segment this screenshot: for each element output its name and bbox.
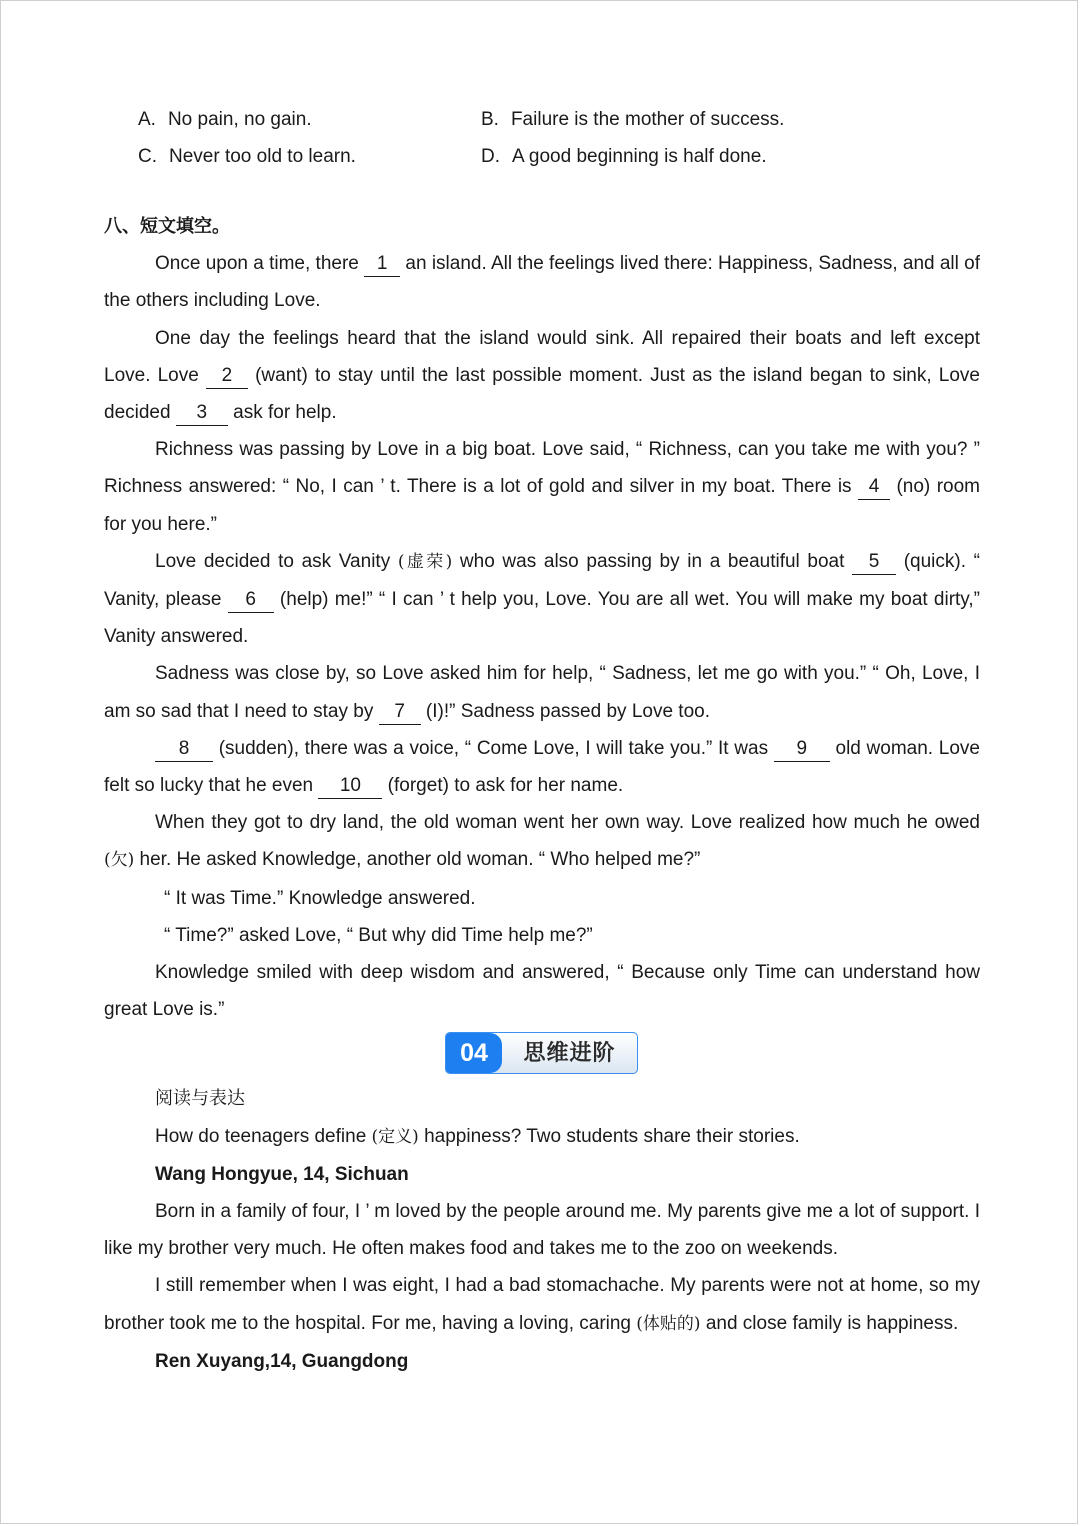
badge-label: 思维进阶 xyxy=(523,1040,616,1066)
passage-paragraph-5: Sadness was close by, so Love asked him for help, “ Sadness, let me go with you.” “ Oh, Love, I am so sad that I need to stay by 7 (I)!” Sadness passed by Love too. xyxy=(104,655,980,729)
option-d: D. A good beginning is half done. xyxy=(481,146,767,167)
section-heading: 八、短文填空。 xyxy=(104,216,230,237)
blank-8[interactable]: 8 xyxy=(155,736,213,762)
student-1-paragraph-2: I still remember when I was eight, I had a bad stomachache. My parents were not at home, so my brother took me to the hospital. For me, having a loving, caring (体贴的) and close family is happiness. xyxy=(104,1275,980,1334)
blank-6[interactable]: 6 xyxy=(228,587,274,613)
passage-paragraph-2: One day the feelings heard that the island would sink. All repaired their boats and left except Love. Love 2 (want) to stay until the last possible moment. Just as the island began to sink, Love decided 3 ask for help. xyxy=(104,320,980,432)
answer-options xyxy=(138,101,938,175)
blank-1[interactable]: 1 xyxy=(364,251,400,277)
blank-10[interactable]: 10 xyxy=(318,773,382,799)
blank-3[interactable]: 3 xyxy=(176,400,228,426)
blank-2[interactable]: 2 xyxy=(206,363,248,389)
student-1-paragraph-1: Born in a family of four, I ’ m loved by the people around me. My parents give me a lot of support. I like my brother very much. He often makes food and takes me to the zoo on weekends. xyxy=(104,1201,980,1260)
blank-9[interactable]: 9 xyxy=(774,736,830,762)
section-badge xyxy=(445,1032,638,1074)
blank-7[interactable]: 7 xyxy=(379,699,421,725)
passage-paragraph-9: “ Time?” asked Love, “ But why did Time help me?” xyxy=(164,924,593,946)
reading-title: 阅读与表达 xyxy=(155,1088,245,1110)
blank-5[interactable]: 5 xyxy=(852,549,896,575)
section-badge-row xyxy=(104,1028,980,1080)
passage-paragraph-8: “ It was Time.” Knowledge answered. xyxy=(164,887,476,909)
reading-intro: How do teenagers define (定义) happiness? Two students share their stories. xyxy=(155,1125,800,1147)
badge-number: 04 xyxy=(446,1033,502,1073)
passage-paragraph-6: 8 (sudden), there was a voice, “ Come Love, I will take you.” It was 9 old woman. Love felt so lucky that he even 10 (forget) to ask for her name. xyxy=(104,730,980,804)
student-1-name: Wang Hongyue, 14, Sichuan xyxy=(155,1163,409,1185)
passage-paragraph-4: Love decided to ask Vanity (虚荣) who was also passing by in a beautiful boat 5 (quick). “ Vanity, please 6 (help) me!” “ I can ’ t help you, Love. You are all wet. You will make my boat dirty,” Vanity answered. xyxy=(104,550,981,648)
passage-paragraph-10: Knowledge smiled with deep wisdom and answered, “ Because only Time can understand how great Love is.” xyxy=(104,962,980,1021)
passage-paragraph-1: Once upon a time, there 1 an island. All the feelings lived there: Happiness, Sadness, and all of the others including Love. xyxy=(104,253,980,312)
option-c: C. Never too old to learn. xyxy=(138,146,356,167)
blank-4[interactable]: 4 xyxy=(858,474,890,500)
option-a: A. No pain, no gain. xyxy=(138,109,312,130)
passage-paragraph-7: When they got to dry land, the old woman went her own way. Love realized how much he owed (欠) her. He asked Knowledge, another old woman. “ Who helped me?” xyxy=(104,812,980,871)
option-b: B. Failure is the mother of success. xyxy=(481,109,785,130)
student-2-name: Ren Xuyang,14, Guangdong xyxy=(155,1350,409,1372)
main-text xyxy=(104,208,980,1380)
passage-paragraph-3: Richness was passing by Love in a big boat. Love said, “ Richness, can you take me with you? ” Richness answered: “ No, I can ’ t. There is a lot of gold and silver in my boat. There is 4 (no) room for you here.” xyxy=(104,439,980,535)
